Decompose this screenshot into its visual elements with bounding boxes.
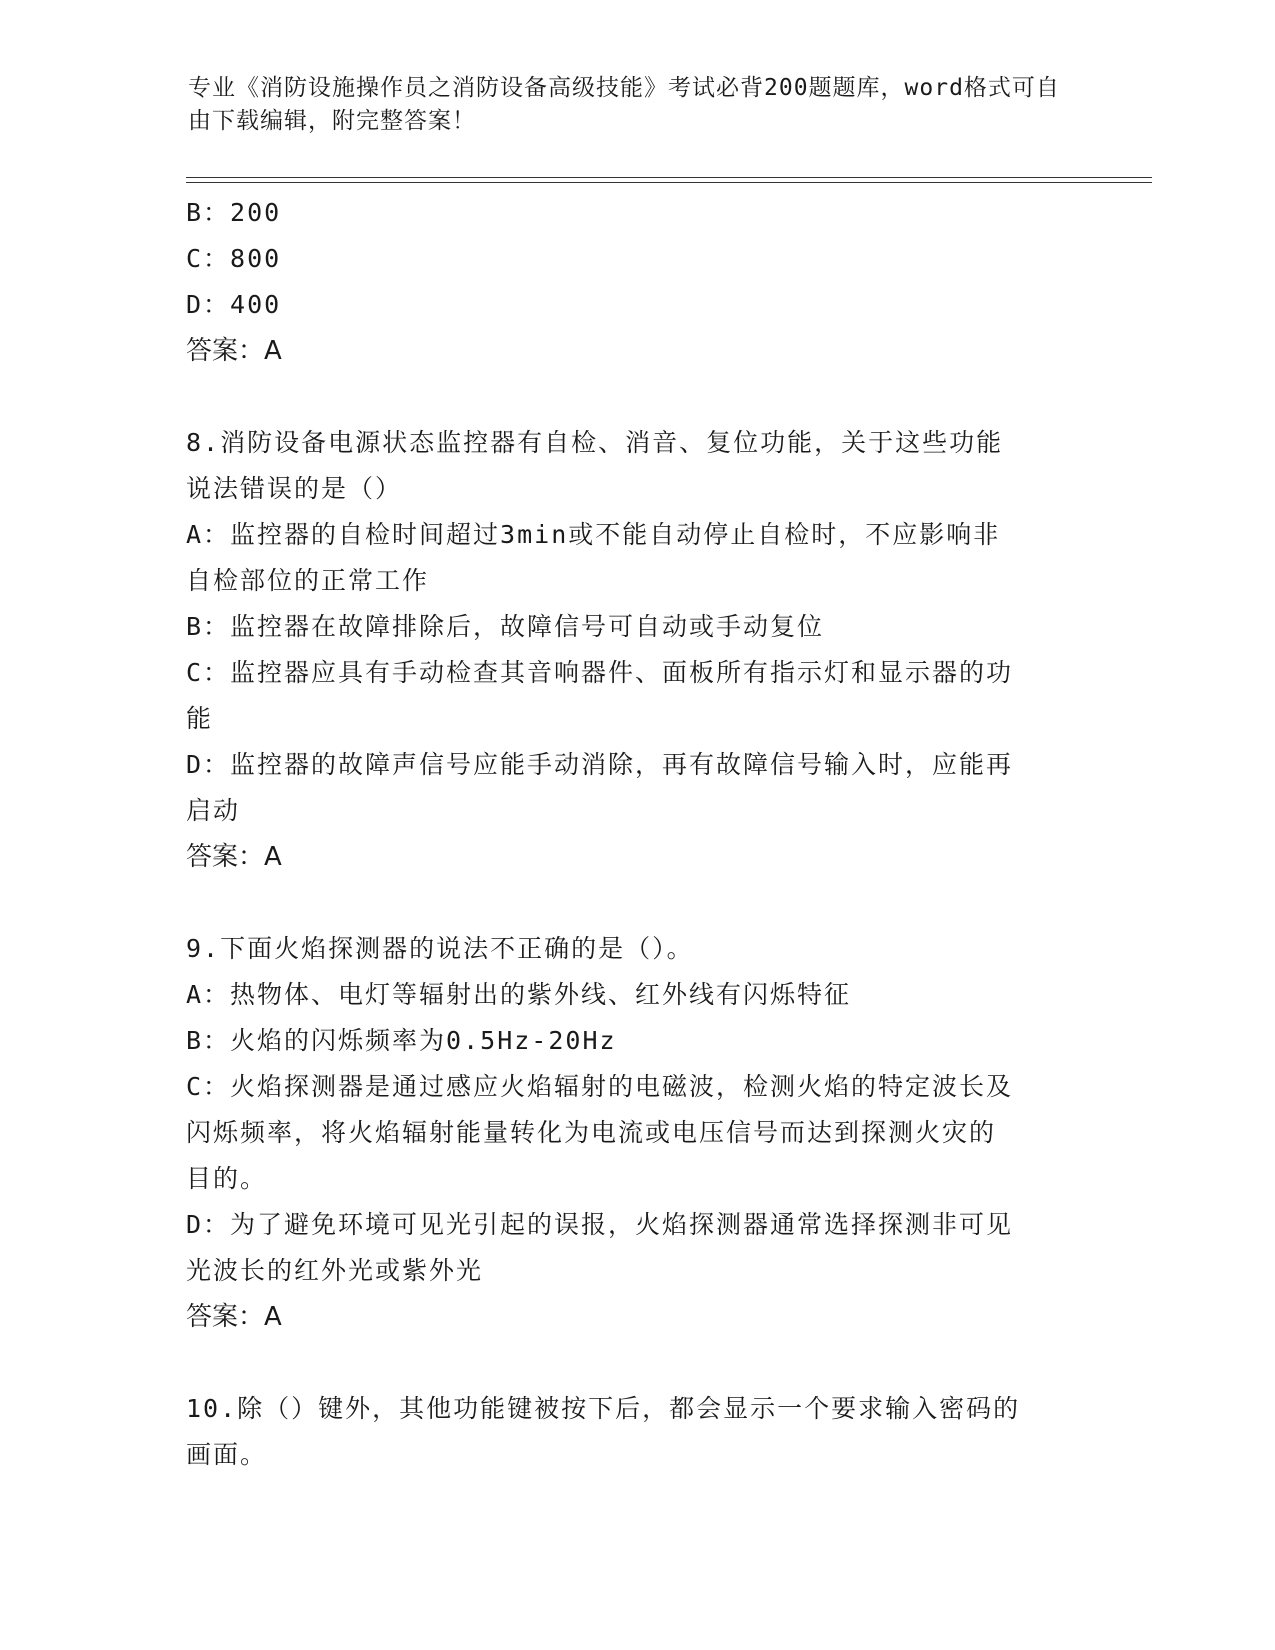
question-8 bbox=[186, 420, 1086, 880]
question-9 bbox=[186, 926, 1086, 1340]
option-a: A：监控器的自检时间超过3min或不能自动停止自检时，不应影响非 bbox=[186, 520, 1001, 549]
header-rule-top bbox=[186, 177, 1152, 178]
document-header: 专业《消防设施操作员之消防设备高级技能》考试必背200题题库，word格式可自由下载编辑，附完整答案！ bbox=[188, 75, 1060, 134]
option-d: 光波长的红外光或紫外光 bbox=[186, 1256, 484, 1285]
question-stem: 说法错误的是（） bbox=[186, 474, 403, 503]
option-a: 自检部位的正常工作 bbox=[186, 566, 430, 595]
option-c: C：火焰探测器是通过感应火焰辐射的电磁波，检测火焰的特定波长及 bbox=[186, 1072, 1014, 1101]
question-stem: 画面。 bbox=[186, 1440, 268, 1469]
answer-line: 答案：A bbox=[186, 336, 282, 366]
question-7-tail bbox=[186, 190, 1086, 374]
option-c: 闪烁频率，将火焰辐射能量转化为电流或电压信号而达到探测火灾的 bbox=[186, 1118, 997, 1147]
answer-line: 答案：A bbox=[186, 842, 282, 872]
question-stem: 9.下面火焰探测器的说法不正确的是（）。 bbox=[186, 934, 694, 963]
option-b: B：监控器在故障排除后，故障信号可自动或手动复位 bbox=[186, 612, 825, 641]
option-d: 启动 bbox=[186, 796, 241, 825]
option-b: B：火焰的闪烁频率为0.5Hz-20Hz bbox=[186, 1026, 617, 1055]
question-stem: 10.除（）键外，其他功能键被按下后，都会显示一个要求输入密码的 bbox=[186, 1394, 1021, 1423]
option-a: A：热物体、电灯等辐射出的紫外线、红外线有闪烁特征 bbox=[186, 980, 852, 1009]
option-c: 目的。 bbox=[186, 1164, 268, 1193]
question-stem: 8.消防设备电源状态监控器有自检、消音、复位功能，关于这些功能 bbox=[186, 428, 1004, 457]
option-d: D：为了避免环境可见光引起的误报，火焰探测器通常选择探测非可见 bbox=[186, 1210, 1014, 1239]
answer-line: 答案：A bbox=[186, 1302, 282, 1332]
header-rule-bottom bbox=[186, 182, 1152, 183]
option-d: D：监控器的故障声信号应能手动消除，再有故障信号输入时，应能再 bbox=[186, 750, 1014, 779]
option-c: 能 bbox=[186, 704, 214, 733]
option-c: C：监控器应具有手动检查其音响器件、面板所有指示灯和显示器的功 bbox=[186, 658, 1014, 687]
question-10 bbox=[186, 1386, 1086, 1478]
option-b: B：200 bbox=[186, 198, 282, 227]
document-body bbox=[186, 190, 1086, 1478]
option-c: C：800 bbox=[186, 244, 282, 273]
option-d: D：400 bbox=[186, 290, 282, 319]
